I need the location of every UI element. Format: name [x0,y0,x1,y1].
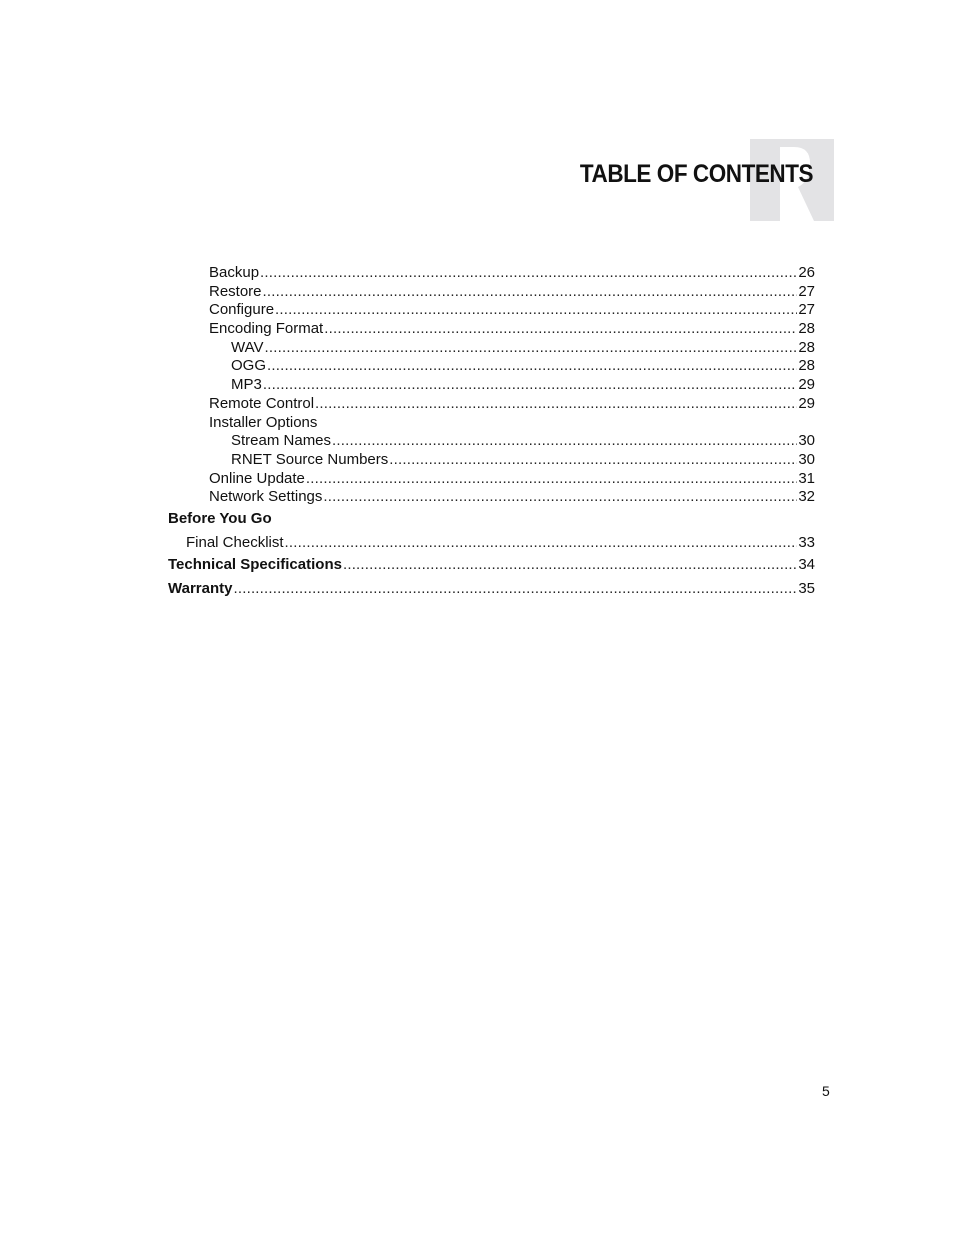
toc-entry-label: Restore [209,282,262,300]
toc-entry-label: Network Settings [209,488,323,506]
toc-dot-leader [275,301,797,320]
toc-dot-leader [343,556,797,575]
toc-entry [168,580,815,599]
toc-entry-page: 32 [798,488,815,506]
toc-dot-leader [315,395,797,414]
toc-entry-label: MP3 [231,376,262,394]
toc-entry [168,283,815,302]
toc-dot-leader [263,283,798,302]
toc-entry-page: 33 [798,534,815,552]
toc-entry-page: 28 [798,320,815,338]
toc-dot-leader [267,357,797,376]
toc-dot-leader [263,376,797,395]
toc-entry [168,534,815,553]
toc-entry-page: 30 [798,450,815,468]
toc-entry [168,264,815,283]
toc-entry-label: Configure [209,301,275,319]
toc-entry-label: OGG [231,357,267,375]
toc-entry-page: 30 [798,432,815,450]
toc-dot-leader [323,488,797,507]
toc-entry [168,357,815,376]
toc-entry-label: Installer Options [209,413,318,431]
toc-entry-page: 28 [798,338,815,356]
toc-entry-page: 35 [798,580,815,597]
toc-entry-label: WAV [231,338,264,356]
toc-entry-label: Technical Specifications [168,555,342,573]
toc-dot-leader [233,580,797,599]
page-title: TABLE OF CONTENTS [579,160,813,188]
toc-entry-label: Remote Control [209,394,315,412]
toc-entry-page: 27 [798,282,815,300]
toc-dot-leader [265,339,798,358]
table-of-contents [168,264,815,599]
toc-entry-label: Stream Names [231,432,332,450]
toc-entry [168,510,815,529]
toc-entry-label: Online Update [209,469,305,487]
toc-entry [168,414,815,433]
toc-entry [168,470,815,489]
toc-entry-label: RNET Source Numbers [231,450,389,468]
toc-entry-page: 27 [798,301,815,319]
toc-dot-leader [260,264,797,283]
toc-entry-page: 28 [798,357,815,375]
toc-entry-label: Warranty [168,580,233,597]
toc-entry [168,432,815,451]
page-number: 5 [822,1083,830,1099]
toc-entry [168,488,815,507]
toc-entry-page: 29 [798,394,815,412]
toc-entry-page: 34 [798,555,815,573]
toc-dot-leader [324,320,797,339]
toc-entry-label: Backup [209,264,260,281]
toc-entry-label: Before You Go [168,509,272,527]
toc-entry [168,395,815,414]
toc-dot-leader [389,451,797,470]
toc-entry [168,301,815,320]
toc-entry [168,451,815,470]
toc-entry-page: 26 [798,264,815,281]
toc-entry-page: 29 [798,376,815,394]
toc-entry [168,556,815,575]
toc-entry [168,339,815,358]
toc-entry-label: Encoding Format [209,320,324,338]
toc-dot-leader [332,432,797,451]
toc-dot-leader [285,534,798,553]
toc-entry [168,376,815,395]
toc-entry-label: Final Checklist [186,534,284,552]
toc-dot-leader [306,470,797,489]
toc-entry-page: 31 [798,469,815,487]
toc-entry [168,320,815,339]
